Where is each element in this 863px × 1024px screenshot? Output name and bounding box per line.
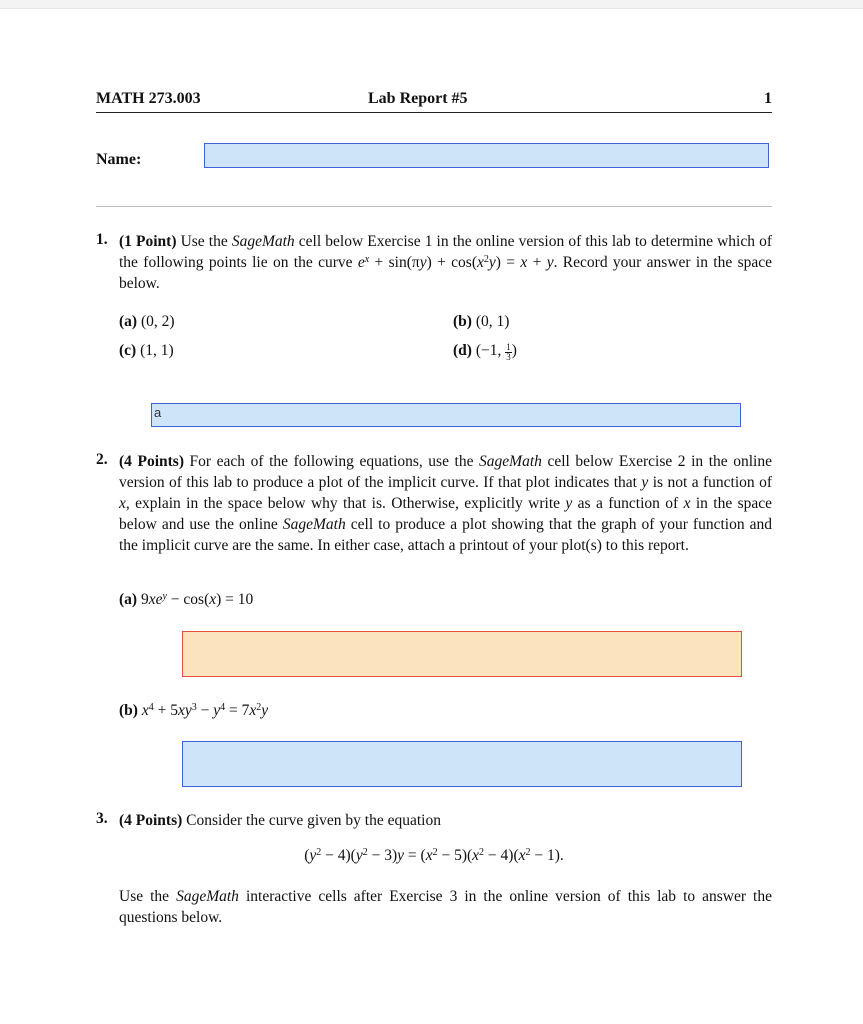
q2-text-part: as a function of	[572, 495, 684, 512]
q3-number: 3.	[96, 810, 108, 827]
q2-sage: SageMath	[282, 516, 346, 533]
q3-text	[119, 886, 772, 928]
q3-text-part: Consider the curve given by the equation	[182, 812, 441, 829]
report-title: Lab Report #5	[368, 90, 468, 107]
q1-text-part: cell below Exercise 1 in the online version of this lab to determine which of the following points lie on the curve	[119, 233, 772, 271]
q1-option-a	[119, 313, 175, 331]
q1-points: (1 Point)	[119, 233, 177, 250]
q1-text-part: . Record your answer in the space below.	[119, 254, 772, 292]
name-label: Name:	[96, 151, 142, 168]
name-field[interactable]	[204, 143, 769, 168]
option-value: (−1, $\frac{1}{3}$ )	[475, 342, 517, 362]
q2-text-part: For each of the following equations, use the	[183, 453, 480, 470]
q1-option-d	[453, 342, 517, 362]
q2-var: y	[565, 495, 573, 512]
option-value: (0, 1)	[475, 313, 510, 330]
q2-text-part: cell to produce a plot showing that the graph of your function and the implicit curve are the same. In either case, attach a printout of your plot(s) to this report.	[119, 516, 773, 554]
q2a-equation: (a) $9xe^y - \cos(x) = 10$	[119, 591, 254, 608]
q1-text	[119, 231, 772, 294]
q1-option-b	[453, 313, 509, 331]
q2-var: x	[683, 495, 691, 512]
q3-intro	[119, 810, 772, 831]
q3-equation: $(y^2 - 4)(y^2 - 3)y = (x^2 - 5)(x^2 - 4)(x^2 - 1)$.	[304, 847, 564, 864]
q2-text-part: is not a function of	[648, 474, 773, 491]
q3-sage: SageMath	[176, 888, 239, 905]
q2b-equation: (b) $x^4 + 5xy^3 - y^4 = 7x^2y$	[119, 702, 269, 719]
q2-sage: SageMath	[479, 453, 542, 470]
section-divider	[96, 206, 772, 207]
q2-text-part: in the space below and use the online	[119, 495, 773, 533]
q1-number: 1.	[96, 231, 108, 248]
q1-option-c	[119, 342, 174, 360]
part-label: (b)	[119, 702, 138, 719]
q2-text-part: cell below Exercise 2 in the online version of this lab to produce a plot of the implicit curve. If that plot indicates that	[119, 453, 772, 491]
q2a-answer-field[interactable]	[182, 631, 742, 677]
option-label: (c)	[119, 342, 137, 359]
part-label: (a)	[119, 591, 138, 608]
page-number: 1	[764, 90, 772, 107]
q1-curve: $e^x + \sin(\pi y) + \cos(x^2y) = x + y$	[357, 254, 554, 271]
q2-points: (4 Points)	[119, 453, 184, 470]
q1-sage: SageMath	[231, 233, 295, 250]
option-value: (0, 2)	[140, 313, 175, 330]
course-code: MATH 273.003	[96, 90, 201, 107]
q1-answer-field[interactable]: a	[151, 403, 741, 427]
q2-var: y	[641, 474, 649, 491]
q2-text-part: , explain in the space below why that is. Otherwise, explicitly write	[125, 495, 566, 512]
page-top-edge	[0, 0, 863, 9]
option-value: (1, 1)	[140, 342, 174, 359]
option-label: (a)	[119, 313, 138, 330]
q3-text-part: Use the	[119, 888, 177, 905]
q2-var: x	[119, 495, 126, 512]
q2-number: 2.	[96, 451, 108, 468]
q2b-answer-field[interactable]	[182, 741, 742, 787]
q3-points: (4 Points)	[119, 812, 183, 829]
q3-text-part: interactive cells after Exercise 3 in the online version of this lab to answer the questions below.	[119, 888, 772, 926]
q1-text-part: Use the	[176, 233, 232, 250]
page-header	[96, 90, 772, 113]
option-label: (d)	[453, 342, 472, 359]
q2-text	[119, 451, 772, 556]
option-label: (b)	[453, 313, 472, 330]
